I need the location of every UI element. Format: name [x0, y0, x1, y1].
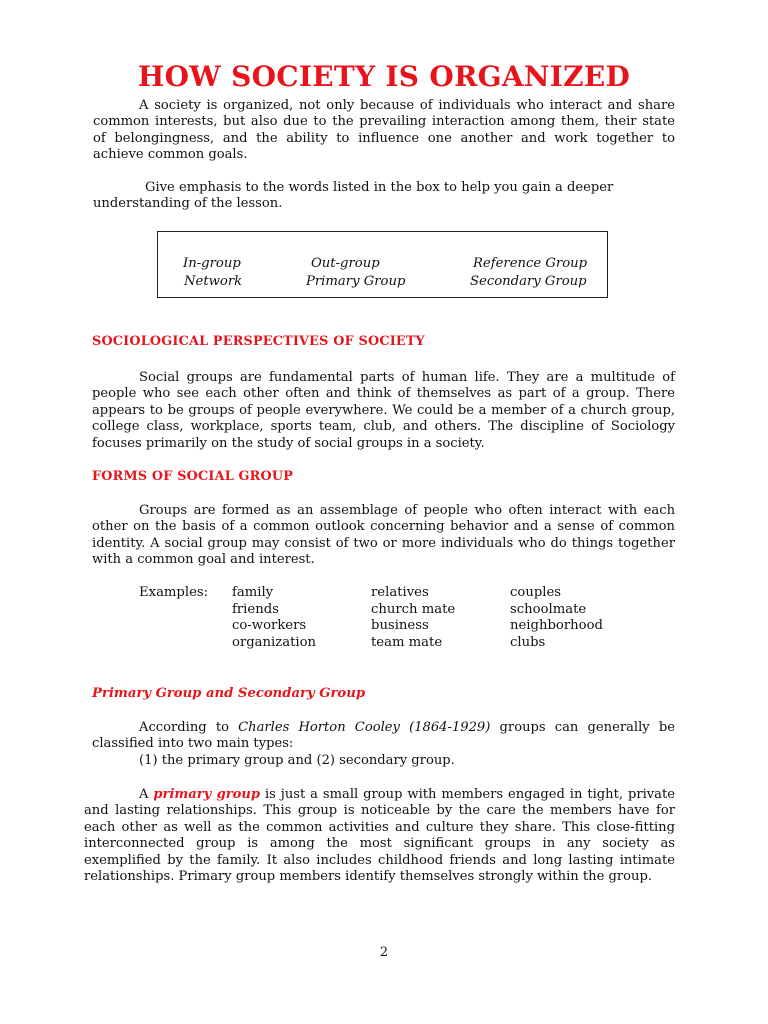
- intro-line: A society is organized, not only because of individuals who interact and share: [139, 98, 675, 113]
- primary-rest: is just a small group with members engaged in tight, private: [264, 787, 675, 802]
- keyword-network: Network: [184, 274, 243, 289]
- section-heading-primary-secondary: Primary Group and Secondary Group: [92, 686, 366, 701]
- example-item: friends: [232, 601, 279, 617]
- page-number: 2: [379, 945, 389, 960]
- keyword-secondary-group: Secondary Group: [470, 274, 587, 289]
- intro-line: of belongingness, and the ability to influence one another and work together to: [93, 130, 675, 146]
- paragraph-line: other on the basis of a common outlook concerning behavior and a sense of common: [92, 519, 675, 535]
- paragraph-line: with a common goal and interest.: [92, 552, 315, 568]
- cooley-pre: According to: [139, 720, 229, 735]
- paragraph-line: identity. A social group may consist of two or more individuals who do things together: [92, 535, 675, 551]
- example-item: co-workers: [232, 618, 307, 633]
- paragraph-line: people who see each other often and think of themselves as part of a group. There: [92, 386, 675, 402]
- section-heading-forms-of-social-group: FORMS OF SOCIAL GROUP: [92, 469, 294, 484]
- paragraph-line: (1) the primary group and (2) secondary group.: [139, 752, 455, 768]
- keyword-in-group: In-group: [183, 256, 241, 271]
- paragraph-line: interconnected group is among the most significant groups in any society as: [84, 836, 675, 852]
- example-item: clubs: [510, 634, 546, 650]
- keyword-out-group: Out-group: [311, 256, 380, 271]
- example-item: team mate: [371, 634, 443, 650]
- sociological-paragraph: [92, 370, 675, 452]
- example-item: schoolmate: [510, 601, 587, 617]
- examples-label: Examples:: [139, 585, 209, 600]
- cooley-name: Charles Horton Cooley (1864-1929): [238, 720, 491, 735]
- example-item: family: [232, 585, 274, 600]
- keyword-primary-group: Primary Group: [306, 274, 406, 289]
- example-item: couples: [510, 585, 562, 600]
- paragraph-line: [92, 720, 675, 736]
- paragraph-line: college class, workplace, sports team, club, and others. The discipline of Sociology: [92, 419, 675, 435]
- paragraph-line: relationships. Primary group members identify themselves strongly within the group.: [84, 869, 652, 885]
- emphasis-line: Give emphasis to the words listed in the box to help you gain a deeper: [145, 180, 614, 195]
- paragraph-line: Groups are formed as an assemblage of people who often interact with each: [139, 503, 675, 518]
- keyword-reference-group: Reference Group: [473, 256, 588, 271]
- examples-list: [0, 585, 768, 655]
- cooley-paragraph: [92, 720, 675, 769]
- section-heading-sociological-perspectives: SOCIOLOGICAL PERSPECTIVES OF SOCIETY: [92, 334, 425, 349]
- paragraph-line: and lasting relationships. This group is noticeable by the care the members have for: [84, 803, 675, 819]
- keyword-box: [157, 231, 608, 298]
- paragraph-line: [84, 787, 675, 803]
- paragraph-line: appears to be groups of people everywhere. We could be a member of a church group,: [92, 402, 675, 418]
- example-item: church mate: [371, 601, 456, 617]
- paragraph-line: focuses primarily on the study of social groups in a society.: [92, 435, 485, 451]
- paragraph-line: each other as well as the common activities and culture they share. This close-fitting: [84, 819, 675, 835]
- intro-paragraph: [93, 98, 675, 164]
- emphasis-paragraph: [93, 180, 633, 213]
- intro-line: common interests, but also due to the prevailing interaction among them, their state: [93, 114, 675, 130]
- example-item: neighborhood: [510, 618, 603, 633]
- primary-group-term: primary group: [153, 787, 261, 802]
- forms-paragraph: [92, 503, 675, 569]
- intro-line: achieve common goals.: [93, 147, 248, 163]
- page-title: HOW SOCIETY IS ORGANIZED: [137, 60, 631, 93]
- primary-a: A: [139, 787, 149, 802]
- paragraph-line: Social groups are fundamental parts of human life. They are a multitude of: [139, 370, 675, 385]
- primary-group-paragraph: [84, 787, 675, 885]
- example-item: business: [371, 618, 429, 633]
- example-item: relatives: [371, 585, 429, 600]
- cooley-post: groups can generally be: [499, 720, 675, 735]
- example-item: organization: [232, 634, 317, 650]
- paragraph-line: exemplified by the family. It also includes childhood friends and long lasting intimate: [84, 852, 675, 868]
- paragraph-line: classified into two main types:: [92, 736, 294, 752]
- emphasis-line: understanding of the lesson.: [93, 196, 283, 212]
